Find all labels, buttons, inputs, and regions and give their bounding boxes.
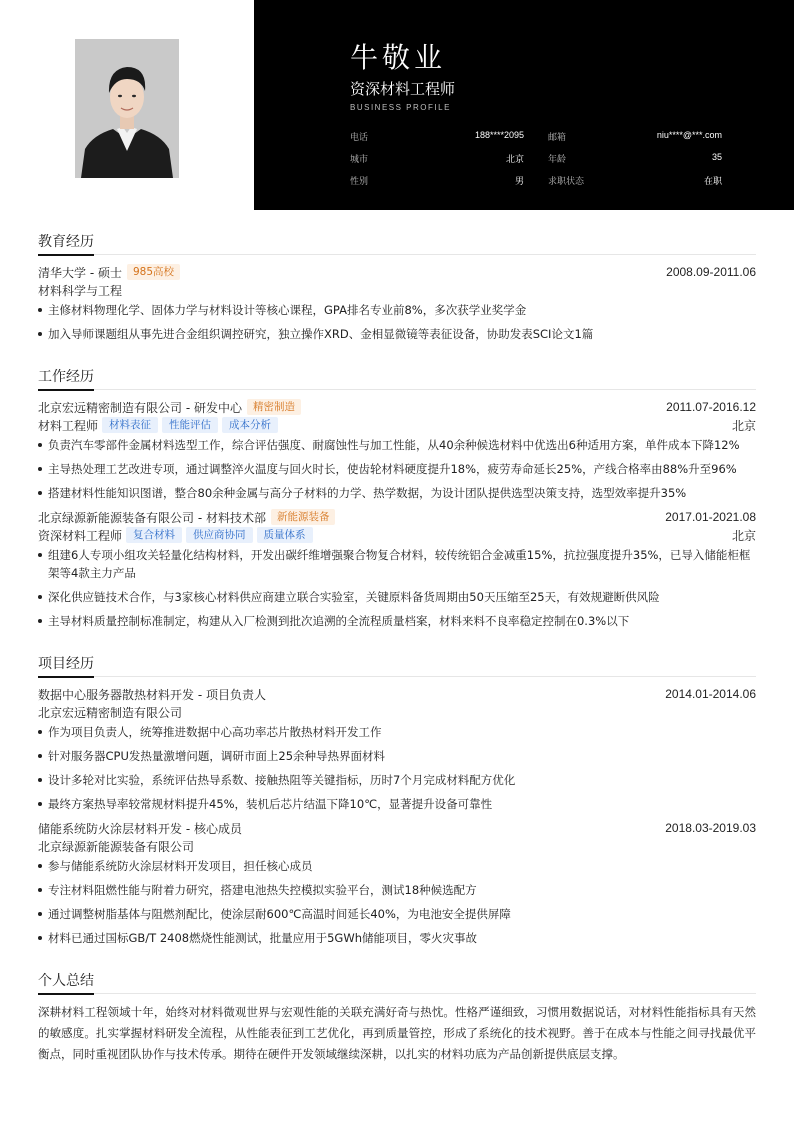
entry-date: 2018.03-2019.03 [665, 821, 756, 835]
bullet-item: 通过调整树脂基体与阻燃剂配比，使涂层耐600℃高温时间延长40%，为电池安全提供屏障 [38, 905, 756, 923]
profile-photo [75, 39, 179, 178]
project-entry [38, 819, 756, 947]
major-name: 材料科学与工程 [38, 283, 123, 298]
section-title: 工作经历 [38, 366, 94, 391]
info-gender [350, 174, 524, 187]
entry-date: 2014.01-2014.06 [665, 687, 756, 701]
bullet-list [38, 546, 756, 630]
info-label: 求职状态 [548, 176, 585, 187]
candidate-name: 牛敬业 [350, 41, 447, 74]
bullet-item: 搭建材料性能知识图谱，整合80余种金属与高分子材料的力学、热学数据，为设计团队提供选型决策支持，选型效率提升35% [38, 484, 756, 502]
education-entry [38, 263, 756, 343]
entry-date: 2011.07-2016.12 [666, 400, 756, 414]
bullet-item: 主导材料质量控制标准制定，构建从入厂检测到批次追溯的全流程质量档案，材料来料不良率稳定控制在0.3%以下 [38, 612, 756, 630]
info-label: 年龄 [548, 154, 567, 165]
project-name: 数据中心服务器散热材料开发 - 项目负责人 [38, 687, 266, 702]
entry-head [38, 819, 756, 837]
education-section [38, 228, 756, 343]
entry-date: 2008.09-2011.06 [666, 265, 756, 279]
entry-head [38, 263, 756, 281]
section-title: 项目经历 [38, 653, 94, 678]
work-entry [38, 398, 756, 502]
entry-left [38, 264, 180, 281]
bullet-item: 深化供应链技术合作，与3家核心材料供应商建立联合实验室，关键原料备货周期由50天压缩至25天，有效规避断供风险 [38, 588, 756, 606]
bullet-item: 最终方案热导率较常规材料提升45%，装机后芯片结温下降10℃，显著提升设备可靠性 [38, 795, 756, 813]
bullet-list [38, 436, 756, 502]
info-value: 北京 [505, 153, 524, 164]
entry-city: 北京 [731, 528, 756, 543]
info-email [548, 130, 722, 143]
skill-tag: 供应商协同 [186, 527, 253, 543]
industry-tag: 新能源装备 [271, 509, 336, 525]
info-row [350, 169, 722, 191]
resume-header [0, 0, 794, 210]
business-profile-label: BUSINESS PROFILE [350, 103, 451, 112]
project-company: 北京绿源新能源装备有限公司 [38, 839, 195, 854]
bullet-item: 参与储能系统防火涂层材料开发项目，担任核心成员 [38, 857, 756, 875]
school-name: 清华大学 - 硕士 [38, 265, 122, 280]
info-label: 性别 [350, 176, 369, 187]
info-value: 188****2095 [474, 129, 524, 140]
school-tag: 985高校 [127, 264, 180, 280]
info-phone [350, 130, 524, 143]
bullet-item: 专注材料阻燃性能与附着力研究，搭建电池热失控模拟实验平台，测试18种候选配方 [38, 881, 756, 899]
info-label: 城市 [350, 154, 369, 165]
work-section [38, 363, 756, 630]
contact-info-grid [350, 125, 722, 191]
info-city [350, 152, 524, 165]
skill-tag: 质量体系 [257, 527, 313, 543]
info-row [350, 125, 722, 147]
entry-left [38, 417, 278, 434]
skill-tag: 性能评估 [162, 417, 218, 433]
role-name: 资深材料工程师 [38, 528, 123, 543]
entry-head [38, 508, 756, 526]
role-name: 材料工程师 [38, 418, 99, 433]
entry-date: 2017.01-2021.08 [665, 510, 756, 524]
resume-content [38, 228, 756, 1085]
company-name: 北京宏远精密制造有限公司 - 研发中心 [38, 400, 242, 415]
section-title: 教育经历 [38, 231, 94, 256]
entry-subhead [38, 837, 756, 855]
info-label: 邮箱 [548, 132, 567, 143]
entry-left [38, 509, 335, 526]
info-value: 在职 [703, 175, 722, 186]
project-name: 储能系统防火涂层材料开发 - 核心成员 [38, 821, 242, 836]
section-header [38, 363, 756, 390]
bullet-list [38, 301, 756, 343]
bullet-item: 设计多轮对比实验，系统评估热导系数、接触热阻等关键指标，历时7个月完成材料配方优化 [38, 771, 756, 789]
entry-subhead [38, 526, 756, 544]
skill-tag: 材料表征 [102, 417, 158, 433]
skill-tag: 复合材料 [126, 527, 182, 543]
section-header [38, 228, 756, 255]
entry-subhead [38, 703, 756, 721]
company-name: 北京绿源新能源装备有限公司 - 材料技术部 [38, 510, 266, 525]
info-age [548, 152, 722, 165]
section-header [38, 967, 756, 994]
info-job-status [548, 174, 722, 187]
bullet-item: 针对服务器CPU发热量激增问题，调研市面上25余种导热界面材料 [38, 747, 756, 765]
entry-subhead [38, 281, 756, 299]
info-value: 35 [711, 151, 722, 162]
entry-head [38, 685, 756, 703]
entry-head [38, 398, 756, 416]
candidate-job-title: 资深材料工程师 [350, 80, 456, 98]
info-label: 电话 [350, 132, 369, 143]
project-company: 北京宏远精密制造有限公司 [38, 705, 183, 720]
project-entry [38, 685, 756, 813]
bullet-item: 负责汽车零部件金属材料选型工作，综合评估强度、耐腐蚀性与加工性能，从40余种候选材料中优选出6种适用方案，单件成本下降12% [38, 436, 756, 454]
info-value: niu****@***.com [656, 129, 722, 140]
entry-city: 北京 [731, 418, 756, 433]
bullet-item: 主修材料物理化学、固体力学与材料设计等核心课程，GPA排名专业前8%，多次获学业奖学金 [38, 301, 756, 319]
bullet-list [38, 723, 756, 813]
entry-subhead [38, 416, 756, 434]
header-info-panel [254, 0, 794, 210]
bullet-item: 主导热处理工艺改进专项，通过调整淬火温度与回火时长，使齿轮材料硬度提升18%，疲劳寿命延长25%，产线合格率由88%升至96% [38, 460, 756, 478]
summary-section [38, 967, 756, 1065]
bullet-list [38, 857, 756, 947]
bullet-item: 材料已通过国标GB/T 2408燃烧性能测试，批量应用于5GWh储能项目，零火灾事故 [38, 929, 756, 947]
summary-text: 深耕材料工程领域十年，始终对材料微观世界与宏观性能的关联充满好奇与热忱。性格严谨细致，习惯用数据说话，对材料性能指标具有天然的敏感度。扎实掌握材料研发全流程，从性能表征到工艺优化，再到质量管控，形成了系统化的技术视野。善于在成本与性能之间寻找最优平衡点，同时重视团队协作与技术传承。期待在硬件开发领域继续深耕，以扎实的材料功底为产品创新提供底层支撑。 [38, 1005, 756, 1061]
entry-left [38, 527, 313, 544]
entry-left [38, 399, 301, 416]
skill-tag: 成本分析 [222, 417, 278, 433]
info-row [350, 147, 722, 169]
projects-section [38, 650, 756, 947]
industry-tag: 精密制造 [247, 399, 301, 415]
section-title: 个人总结 [38, 970, 94, 995]
bullet-item: 加入导师课题组从事先进合金组织调控研究，独立操作XRD、金相显微镜等表征设备，协助发表SCI论文1篇 [38, 325, 756, 343]
work-entry [38, 508, 756, 630]
bullet-item: 组建6人专项小组攻关轻量化结构材料，开发出碳纤维增强聚合物复合材料，较传统铝合金减重15%，抗拉强度提升35%，已导入储能柜框架等4款主力产品 [38, 546, 756, 582]
bullet-item: 作为项目负责人，统筹推进数据中心高功率芯片散热材料开发工作 [38, 723, 756, 741]
section-header [38, 650, 756, 677]
info-value: 男 [514, 175, 524, 186]
